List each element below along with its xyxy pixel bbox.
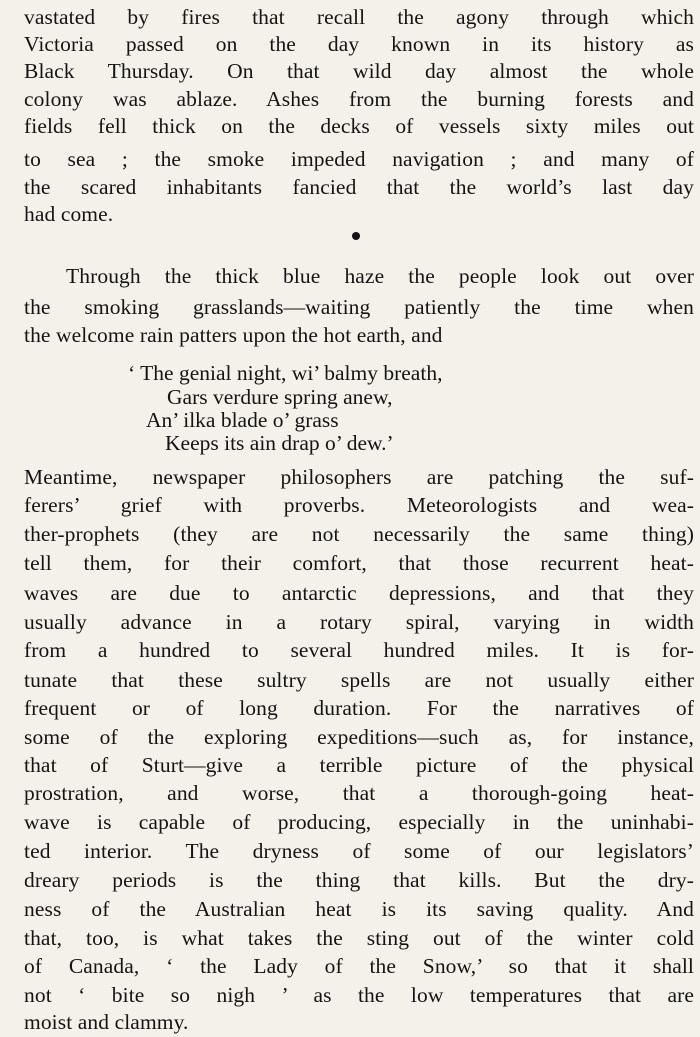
text-line: fields fell thick on the decks of vessels sixty miles out (24, 114, 694, 138)
poem-line: An’ ilka blade o’ grass (146, 408, 339, 432)
text-line: tunate that these sultry spells are not usually either (24, 668, 694, 692)
text-line: wave is capable of producing, especially in the uninhabi- (24, 810, 694, 834)
text-line: ferers’ grief with proverbs. Meteorologists and wea- (24, 493, 694, 517)
text-line: ness of the Australian heat is its saving quality. And (24, 897, 694, 921)
text-line: usually advance in a rotary spiral, varying in width (24, 610, 694, 634)
text-line: some of the exploring expeditions—such as, for instance, (24, 725, 694, 749)
text-line: to sea ; the smoke impeded navigation ; and many of (24, 147, 694, 171)
text-line: Black Thursday. On that wild day almost the whole (24, 59, 694, 83)
text-line: of Canada, ‘ the Lady of the Snow,’ so that it shall (24, 954, 694, 978)
text-line: tell them, for their comfort, that those recurrent heat- (24, 551, 694, 575)
text-line: the welcome rain patters upon the hot earth, and (24, 323, 443, 347)
text-line: not ‘ bite so nigh ’ as the low temperatures that are (24, 983, 694, 1007)
text-line: Meantime, newspaper philosophers are patching the suf- (24, 465, 694, 489)
text-line: Victoria passed on the day known in its history as (24, 32, 694, 56)
text-line: had come. (24, 202, 114, 226)
text-line: moist and clammy. (24, 1010, 189, 1034)
text-line: the scared inhabitants fancied that the world’s last day (24, 175, 694, 199)
poem-line: Keeps its ain drap o’ dew.’ (165, 431, 394, 455)
text-line: that, too, is what takes the sting out of the winter cold (24, 926, 694, 950)
text-line: colony was ablaze. Ashes from the burning forests and (24, 87, 694, 111)
text-line: dreary periods is the thing that kills. But the dry- (24, 868, 694, 892)
text-line: waves are due to antarctic depressions, and that they (24, 581, 694, 605)
text-line: ted interior. The dryness of some of our legislators’ (24, 839, 694, 863)
text-line: from a hundred to several hundred miles. It is for- (24, 638, 694, 662)
text-line: the smoking grasslands—waiting patiently the time when (24, 295, 694, 319)
text-line: frequent or of long duration. For the narratives of (24, 696, 694, 720)
text-line: prostration, and worse, that a thorough-going heat- (24, 781, 694, 805)
text-line: Through the thick blue haze the people look out over (66, 264, 694, 288)
poem-line: ‘ The genial night, wi’ balmy breath, (128, 361, 443, 385)
text-line: vastated by fires that recall the agony through which (24, 5, 694, 29)
text-line: ther-prophets (they are not necessarily the same thing) (24, 522, 694, 546)
poem-line: Gars verdure spring anew, (167, 385, 393, 409)
section-divider-dot (352, 232, 360, 240)
text-line: that of Sturt—give a terrible picture of the physical (24, 753, 694, 777)
